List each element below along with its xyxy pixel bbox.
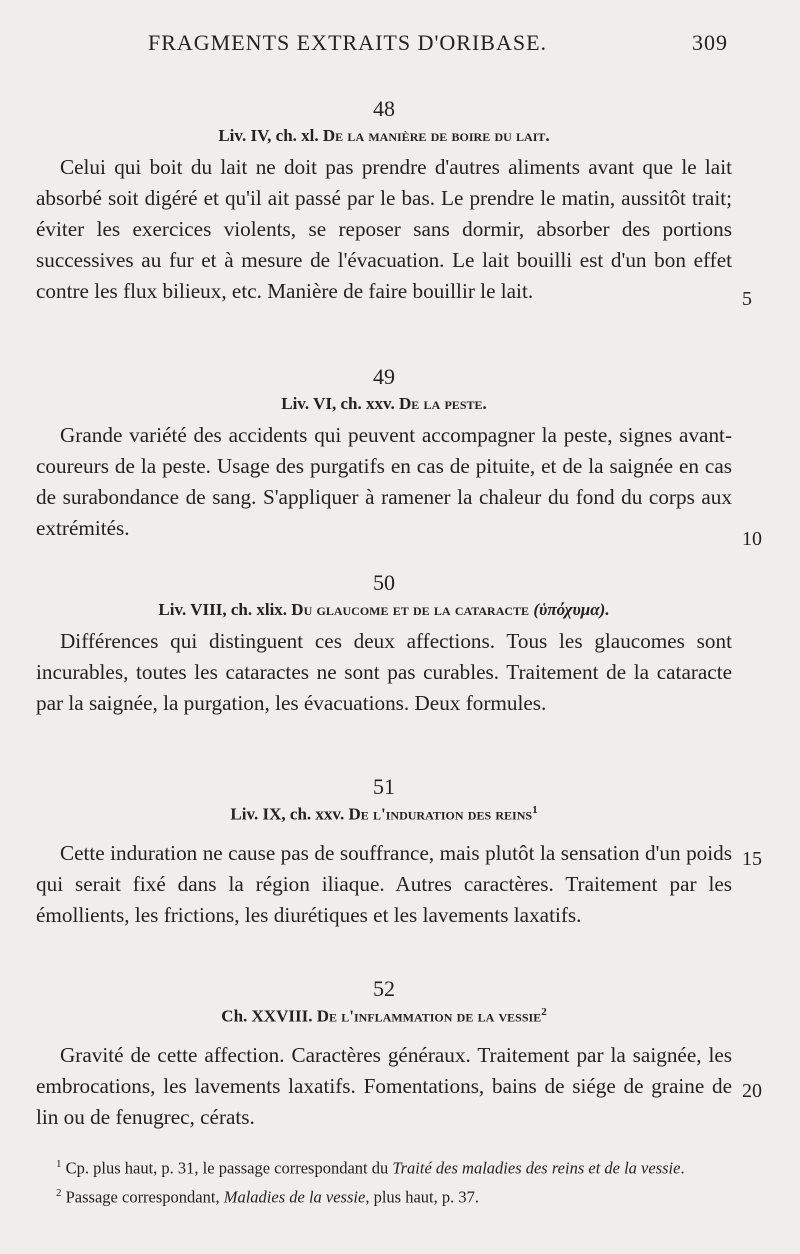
section-number: 49 [373,364,395,389]
margin-line-number: 10 [742,528,762,550]
margin-line-number: 5 [742,288,752,310]
section-ref: Liv. VIII, ch. xlix. [158,600,288,619]
section-number: 51 [373,774,395,799]
footnote-1 [36,1152,736,1181]
footnote-2 [36,1181,736,1210]
section-title: De l'inflammation de la vessie [316,1006,542,1026]
section-number: 48 [373,96,395,121]
section-title: Du glaucome et de la cataracte [291,600,530,619]
greek-term: (ὑπόχυμα). [533,600,610,619]
section-heading [36,1006,732,1032]
section-text: Celui qui boit du lait ne doit pas prendre d'autres aliments avant que le lait absorbé soit digéré et qu'il ait passé par le bas. Le prendre le matin, aussitôt trait; éviter les exercices violents, se reposer sans dormir, absorber des portions successives au fur et à mesure de l'évacuation. Le lait bouilli est d'un bon effet contre les flux bilieux, etc. Manière de faire bouillir le lait. [36,155,732,303]
footnote-number: 1 [56,1158,62,1170]
footnote-title: Traité des maladies des reins et de la vessie [392,1158,681,1178]
footnote-marker: 1 [532,804,538,816]
section-heading [36,126,732,152]
footnote-title: Maladies de la vessie [223,1187,366,1206]
section-48 [36,96,732,307]
section-52 [36,976,732,1133]
footnote-number: 2 [56,1186,62,1199]
section-ref: Liv. IV, ch. xl. [218,126,319,145]
section-title: De l'induration des reins [348,804,533,824]
section-text: Différences qui distinguent ces deux affections. Tous les glaucomes sont incurables, toutes les cataractes ne sont pas curables. Traitement de la cataracte par la saignée, la purgation, les évacuations. Deux formules. [36,629,732,715]
section-title: De la manière de boire du lait. [322,126,550,145]
footnote-text-end: , plus haut, p. 37. [365,1187,479,1206]
section-51 [36,774,732,931]
margin-line-number: 15 [742,848,762,870]
running-header [148,30,728,64]
section-49 [36,364,732,544]
section-heading [36,600,732,626]
section-ref: Liv. VI, ch. xxv. [281,394,395,413]
section-number: 52 [373,976,395,1001]
running-title: FRAGMENTS EXTRAITS D'ORIBASE. [148,30,548,55]
section-heading [36,804,732,830]
section-50 [36,570,732,719]
footnote-text: Passage correspondant, [65,1187,224,1206]
section-title: De la peste. [399,394,487,413]
footnotes [36,1152,736,1209]
section-ref: Ch. XXVIII. [221,1006,313,1026]
margin-line-number: 20 [742,1080,762,1102]
section-ref: Liv. IX, ch. xxv. [230,804,345,824]
page-number: 309 [692,30,728,55]
section-heading [36,394,732,420]
section-text: Grande variété des accidents qui peuvent accompagner la peste, signes avant-coureurs de la peste. Usage des purgatifs en cas de pituite, et de la saignée en cas de surabondance de sang. S'appliquer à ramener la chaleur du fond du corps aux extrémités. [36,423,732,540]
section-number: 50 [373,570,395,595]
footnote-text-end: . [680,1158,685,1178]
footnote-marker: 2 [541,1006,547,1018]
section-text: Cette induration ne cause pas de souffrance, mais plutôt la sensation d'un poids qui serait fixé dans la région iliaque. Autres caractères. Traitement par les émollients, les frictions, les diurétiques et les lavements laxatifs. [36,841,732,927]
footnote-text: Cp. plus haut, p. 31, le passage correspondant du [65,1158,393,1178]
section-text: Gravité de cette affection. Caractères généraux. Traitement par la saignée, les embrocations, les lavements laxatifs. Fomentations, bains de siége de graine de lin ou de fenugrec, cérats. [36,1043,732,1129]
